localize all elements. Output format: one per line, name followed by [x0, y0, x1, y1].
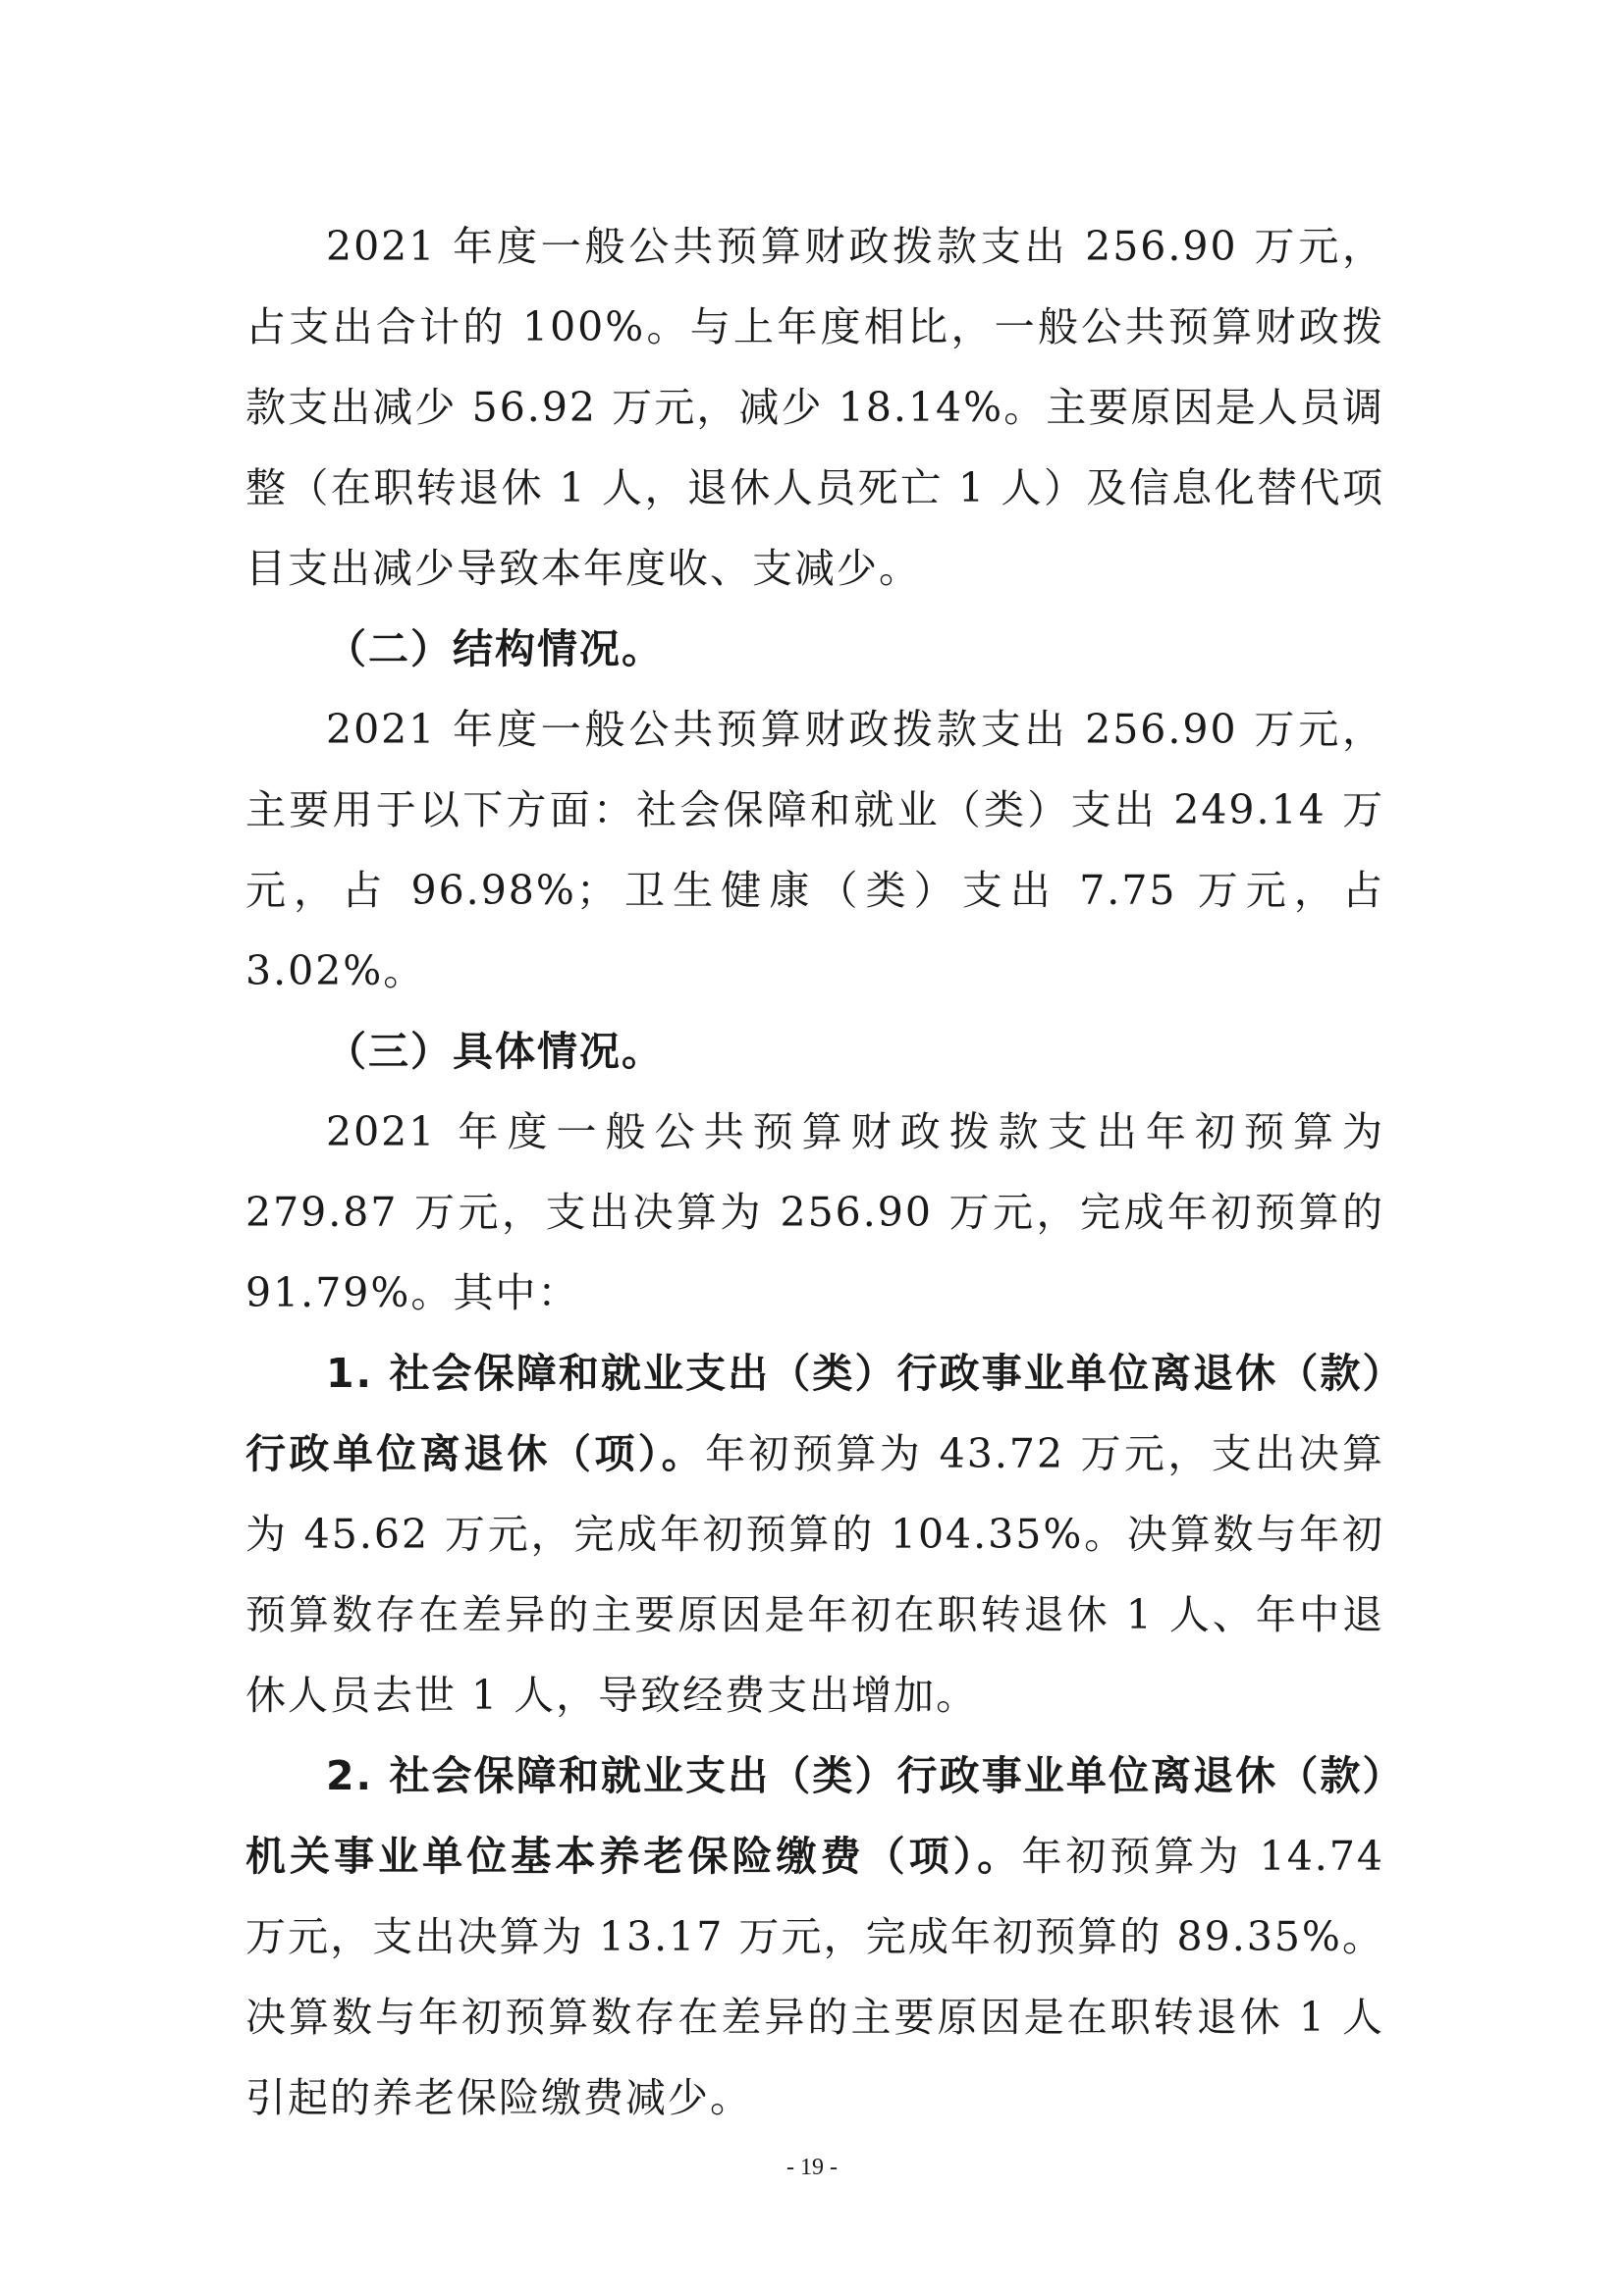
list-item-pension-insurance: [245, 1735, 1384, 2138]
list-item-retirement: [245, 1333, 1384, 1735]
list-item-retirement-text: 年初预算为 43.72 万元，支出决算为 45.62 万元，完成年初预算的 104.35%。决算数与年初预算数存在差异的主要原因是年初在职转退休 1 人、年中退休人员去世 1 人，导致经费支出增加。: [245, 1430, 1384, 1719]
section-heading-structure: （二）结构情况。: [326, 625, 664, 672]
section-heading-details: （三）具体情况。: [326, 1028, 664, 1075]
list-item-retirement-title: 1. 社会保障和就业支出（类）行政事业单位离退休（款）行政单位离退休（项）。: [245, 1350, 1384, 1477]
document-body: [245, 206, 1384, 2138]
list-item-pension-text: 年初预算为 14.74 万元，支出决算为 13.17 万元，完成年初预算的 89.35%。决算数与年初预算数存在差异的主要原因是在职转退休 1 人引起的养老保险缴费减少。: [245, 1833, 1384, 2121]
page-number: - 19 -: [786, 2155, 838, 2180]
list-item-pension-title: 2. 社会保障和就业支出（类）行政事业单位离退休（款）机关事业单位基本养老保险缴费（项）。: [245, 1752, 1384, 1880]
paragraph-structure: 2021 年度一般公共预算财政拨款支出 256.90 万元，主要用于以下方面：社会保障和就业（类）支出 249.14 万元，占 96.98%；卫生健康（类）支出 7.75 万元，占 3.02%。: [245, 706, 1384, 994]
paragraph-details-overview: 2021 年度一般公共预算财政拨款支出年初预算为 279.87 万元，支出决算为 256.90 万元，完成年初预算的 91.79%。其中：: [245, 1108, 1384, 1316]
paragraph-expenditure-summary: 2021 年度一般公共预算财政拨款支出 256.90 万元，占支出合计的 100%。与上年度相比，一般公共预算财政拨款支出减少 56.92 万元，减少 18.14%。主要原因是人员调整（在职转退休 1 人，退休人员死亡 1 人）及信息化替代项目支出减少导致本年度收、支减少。: [245, 223, 1384, 592]
